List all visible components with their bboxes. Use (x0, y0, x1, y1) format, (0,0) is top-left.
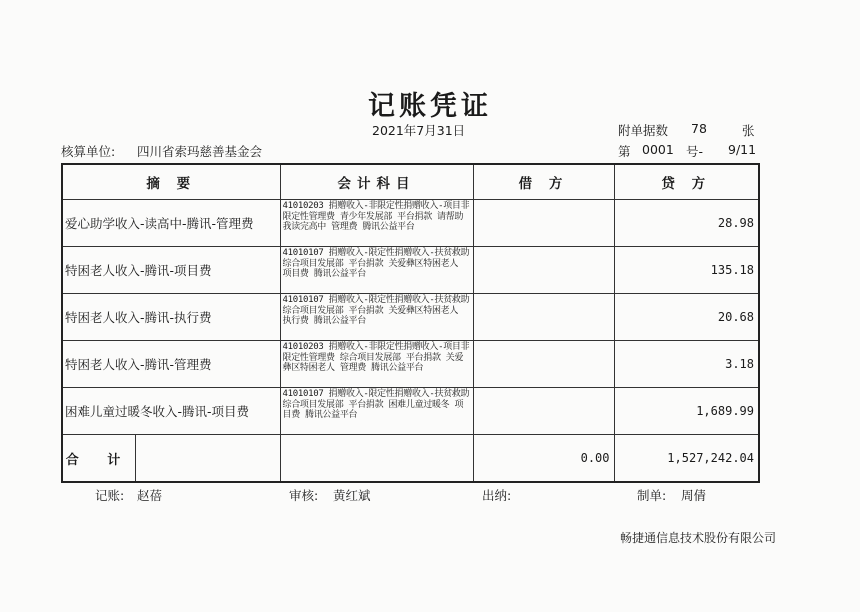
total-debit: 0.00 (473, 435, 614, 483)
table-row (62, 200, 759, 247)
row-summary: 困难儿童过暖冬收入-腾讯-项目费 (62, 388, 280, 435)
row-credit: 135.18 (614, 247, 759, 294)
preparer-name: 周倩 (681, 488, 707, 503)
row-subject: 41010107 捐赠收入-限定性捐赠收入-扶贫救助 综合项目发展部 平台捐款 困难儿童过暖冬 项目费 腾讯公益平台 (280, 388, 473, 435)
voucher-number: 0001 (642, 142, 674, 157)
page-indicator: 9/11 (728, 142, 757, 157)
voucher-table (61, 163, 760, 483)
row-credit: 1,689.99 (614, 388, 759, 435)
row-debit (473, 200, 614, 247)
number-suffix: 号- (686, 144, 704, 159)
bookkeeper-name: 赵蓓 (137, 488, 163, 503)
header-summary: 摘 要 (62, 164, 280, 200)
table-row (62, 341, 759, 388)
total-credit: 1,527,242.04 (614, 435, 759, 483)
voucher-date: 2021年7月31日 (372, 123, 466, 138)
header-subject: 会计科目 (280, 164, 473, 200)
header-credit: 贷 方 (614, 164, 759, 200)
total-row (62, 435, 759, 483)
total-blank (136, 435, 280, 481)
row-credit: 28.98 (614, 200, 759, 247)
header-debit: 借 方 (473, 164, 614, 200)
row-subject: 41010107 捐赠收入-限定性捐赠收入-扶贫救助 综合项目发展部 平台捐款 关爱彝区特困老人 执行费 腾讯公益平台 (280, 294, 473, 341)
total-label: 合 计 (63, 435, 136, 481)
attachments-label: 附单据数 (618, 123, 669, 138)
row-debit (473, 247, 614, 294)
software-company: 畅捷通信息技术股份有限公司 (620, 531, 777, 545)
row-credit: 3.18 (614, 341, 759, 388)
unit-label: 核算单位: (61, 144, 116, 159)
attachments-count: 78 (691, 121, 707, 136)
reviewer-label: 审核: (289, 488, 319, 503)
table-header-row (62, 164, 759, 200)
row-subject: 41010203 捐赠收入-非限定性捐赠收入-项目非限定性管理费 青少年发展部 平台捐款 请帮助我读完高中 管理费 腾讯公益平台 (280, 200, 473, 247)
preparer-label: 制单: (637, 488, 667, 503)
row-subject: 41010107 捐赠收入-限定性捐赠收入-扶贫救助 综合项目发展部 平台捐款 关爱彝区特困老人 项目费 腾讯公益平台 (280, 247, 473, 294)
total-label-cell (62, 435, 280, 483)
reviewer-name: 黄红斌 (333, 488, 371, 503)
cashier-label: 出纳: (482, 488, 512, 503)
row-summary: 特困老人收入-腾讯-执行费 (62, 294, 280, 341)
attachments-unit: 张 (742, 123, 755, 138)
total-subject-blank (280, 435, 473, 483)
unit-name: 四川省索玛慈善基金会 (137, 144, 263, 159)
table-row (62, 294, 759, 341)
row-subject: 41010203 捐赠收入-非限定性捐赠收入-项目非限定性管理费 综合项目发展部 平台捐款 关爱彝区特困老人 管理费 腾讯公益平台 (280, 341, 473, 388)
row-summary: 爱心助学收入-读高中-腾讯-管理费 (62, 200, 280, 247)
row-debit (473, 388, 614, 435)
row-credit: 20.68 (614, 294, 759, 341)
table-row (62, 247, 759, 294)
row-summary: 特困老人收入-腾讯-项目费 (62, 247, 280, 294)
row-debit (473, 294, 614, 341)
row-debit (473, 341, 614, 388)
number-prefix: 第 (618, 144, 631, 159)
voucher-title: 记账凭证 (368, 91, 492, 122)
bookkeeper-label: 记账: (95, 488, 125, 503)
table-row (62, 388, 759, 435)
row-summary: 特困老人收入-腾讯-管理费 (62, 341, 280, 388)
